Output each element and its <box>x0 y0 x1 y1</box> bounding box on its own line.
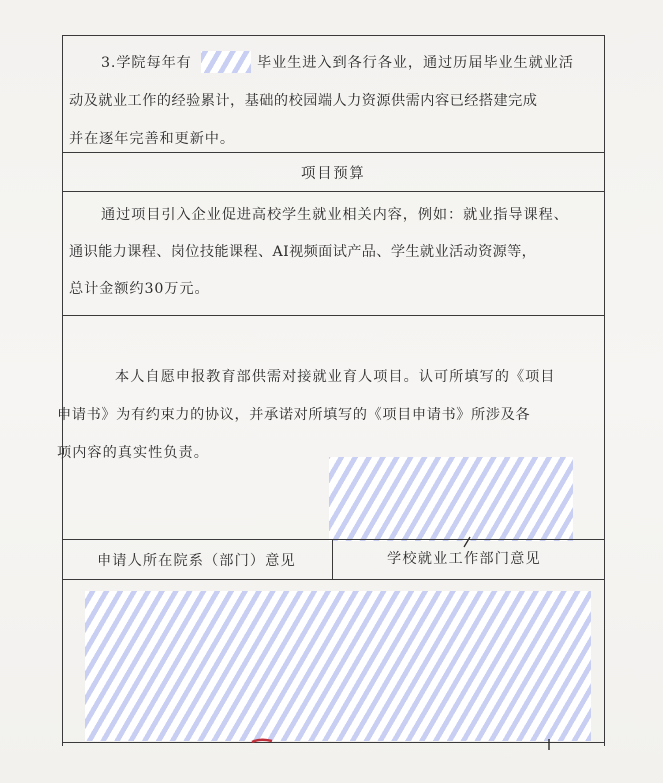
opinion-column-divider <box>332 539 333 579</box>
divider-above-budget <box>63 152 604 153</box>
budget-line-3: 总计金额约30万元。 <box>69 281 210 297</box>
section1-line-1-prefix: 3.学院每年有 <box>101 55 192 71</box>
redacted-signature <box>329 457 573 541</box>
pen-stroke-mark <box>545 738 553 752</box>
redacted-count <box>201 51 251 73</box>
divider-below-opinion-labels <box>63 579 604 580</box>
declaration-line-1: 本人自愿申报教育部供需对接就业育人项目。认可所填写的《项目 <box>115 369 556 385</box>
declaration-line-3: 项内容的真实性负责。 <box>57 445 209 461</box>
school-office-opinion-label: 学校就业工作部门意见 <box>387 551 541 567</box>
divider-above-opinions <box>63 539 604 540</box>
section1-line-1-suffix: 毕业生进入到各行各业，通过历届毕业生就业活 <box>257 55 574 71</box>
divider-below-budget-heading <box>63 191 604 192</box>
applicant-dept-opinion-label: 申请人所在院系（部门）意见 <box>97 553 296 569</box>
red-stamp-trace <box>250 737 274 745</box>
budget-line-1: 通过项目引入企业促进高校学生就业相关内容，例如：就业指导课程、 <box>101 207 569 223</box>
divider-above-declaration <box>63 315 604 316</box>
declaration-line-2: 申请书》为有约束力的协议，并承诺对所填写的《项目申请书》所涉及各 <box>57 407 531 423</box>
pen-tick-mark <box>462 536 472 548</box>
table-bottom-rule <box>63 742 604 743</box>
section1-line-3: 并在逐年完善和更新中。 <box>69 131 235 147</box>
section1-line-2: 动及就业工作的经验累计，基础的校园端人力资源供需内容已经搭建完成 <box>69 93 538 109</box>
redacted-opinions <box>85 591 591 741</box>
budget-heading: 项目预算 <box>301 166 366 182</box>
application-form-table <box>57 35 605 746</box>
budget-line-2: 通识能力课程、岗位技能课程、AI视频面试产品、学生就业活动资源等， <box>69 244 537 260</box>
